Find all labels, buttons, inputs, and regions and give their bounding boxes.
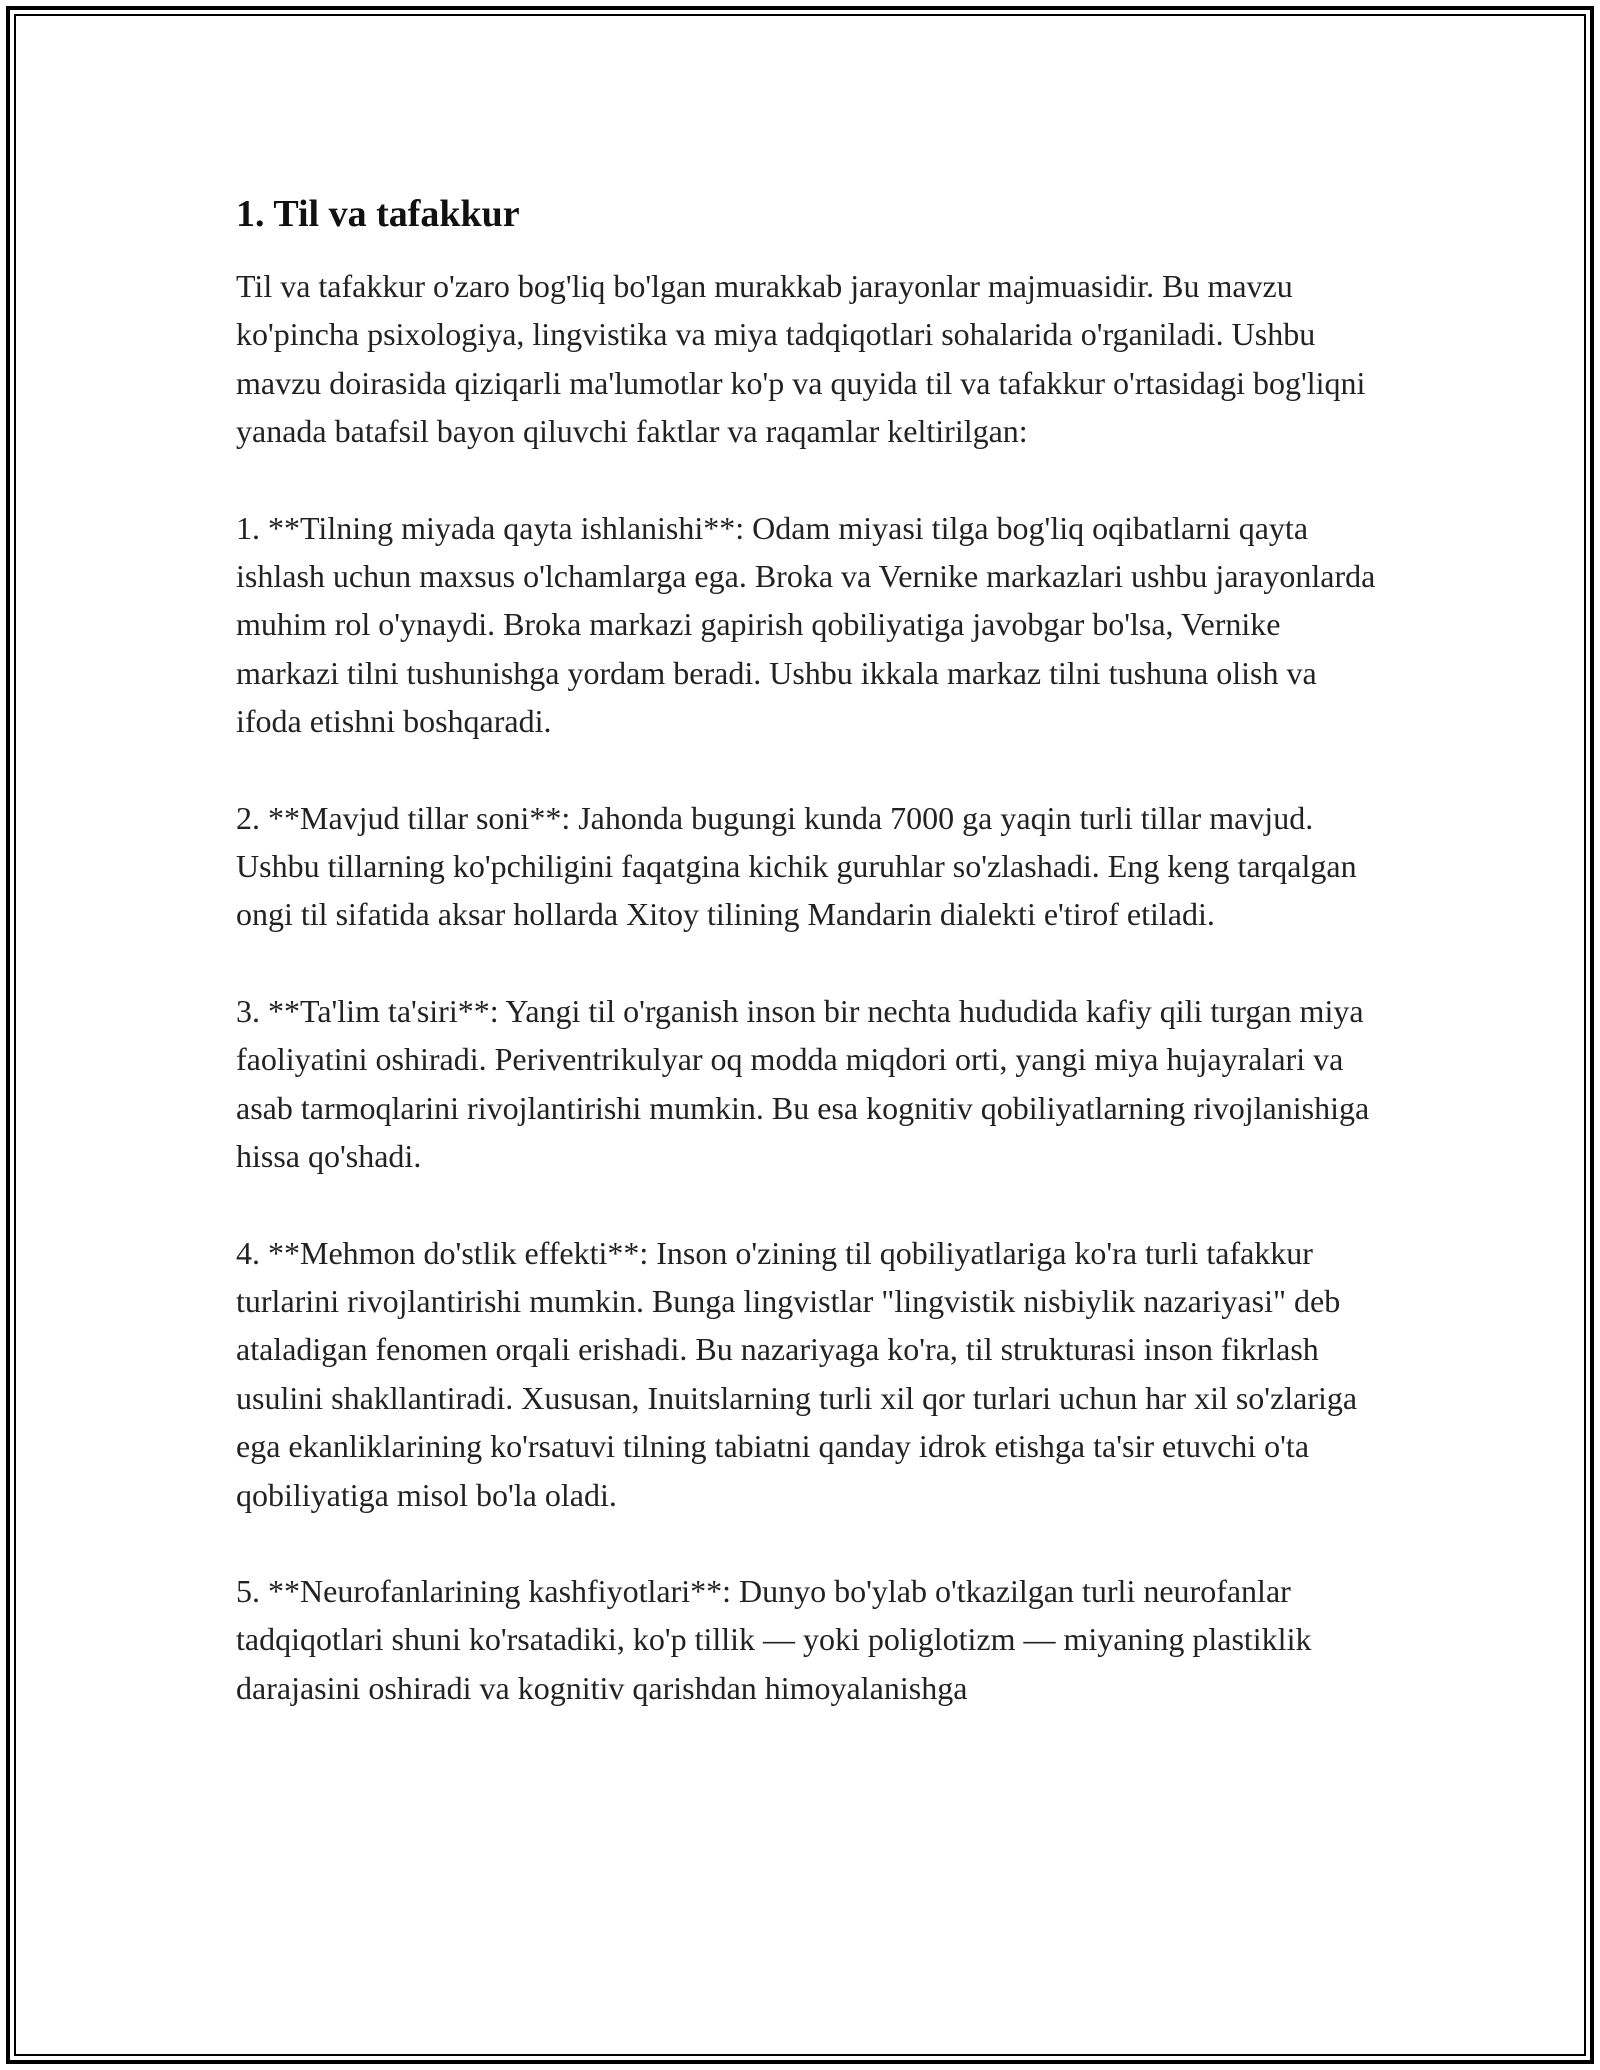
fact-paragraph-1: 1. **Tilning miyada qayta ishlanishi**: Odam miyasi tilga bog'liq oqibatlarni qayta ishlash uchun maxsus o'lchamlarga ega. Broka va Vernike markazlari ushbu jarayonlarda muhim rol o'ynaydi. Broka markazi gapirish qobiliyatiga javobgar bo'lsa, Vernike markazi tilni tushunishga yordam beradi. Ushbu ikkala markaz tilni tushuna olish va ifoda etishni boshqaradi. bbox=[236, 509, 1376, 740]
document-body bbox=[236, 186, 1376, 1760]
fact-paragraph-2: 2. **Mavjud tillar soni**: Jahonda bugungi kunda 7000 ga yaqin turli tillar mavjud. Ushbu tillarning ko'pchiligini faqatgina kichik guruhlar so'zlashadi. Eng keng tarqalgan ongi til sifatida aksar hollarda Xitoy tilining Mandarin dialekti e'tirof etiladi. bbox=[236, 799, 1357, 933]
fact-paragraph-3: 3. **Ta'lim ta'siri**: Yangi til o'rganish inson bir nechta hududida kafiy qili turgan miya faoliyatini oshiradi. Periventrikulyar oq modda miqdori orti, yangi miya hujayralari va asab tarmoqlarini rivojlantirishi mumkin. Bu esa kognitiv qobiliyatlarning rivojlanishiga hissa qo'shadi. bbox=[236, 992, 1370, 1175]
intro-paragraph: Til va tafakkur o'zaro bog'liq bo'lgan murakkab jarayonlar majmuasidir. Bu mavzu ko'pincha psixologiya, lingvistika va miya tadqiqotlari sohalarida o'rganiladi. Ushbu mavzu doirasida qiziqarli ma'lumotlar ko'p va quyida til va tafakkur o'rtasidagi bog'liqni yanada batafsil bayon qiluvchi faktlar va raqamlar keltirilgan: bbox=[236, 268, 1366, 450]
fact-paragraph-4: 4. **Mehmon do'stlik effekti**: Inson o'zining til qobiliyatlariga ko'ra turli tafakkur turlarini rivojlantirishi mumkin. Bunga lingvistlar "lingvistik nisbiylik nazariyasi" deb ataladigan fenomen orqali erishadi. Bu nazariyaga ko'ra, til strukturasi inson fikrlash usulini shakllantiradi. Xususan, Inuitslarning turli xil qor turlari uchun har xil so'zlariga ega ekanliklarining ko'rsatuvi tilning tabiatni qanday idrok etishga ta'sir etuvchi o'ta qobiliyatiga misol bo'la oladi. bbox=[236, 1234, 1358, 1513]
section-title: 1. Til va tafakkur bbox=[236, 193, 520, 235]
fact-paragraph-5: 5. **Neurofanlarining kashfiyotlari**: Dunyo bo'ylab o'tkazilgan turli neurofanlar tadqiqotlari shuni ko'rsatadiki, ko'p tillik — yoki poliglotizm — miyaning plastiklik darajasini oshiradi va kognitiv qarishdan himoyalanishga bbox=[236, 1572, 1312, 1706]
